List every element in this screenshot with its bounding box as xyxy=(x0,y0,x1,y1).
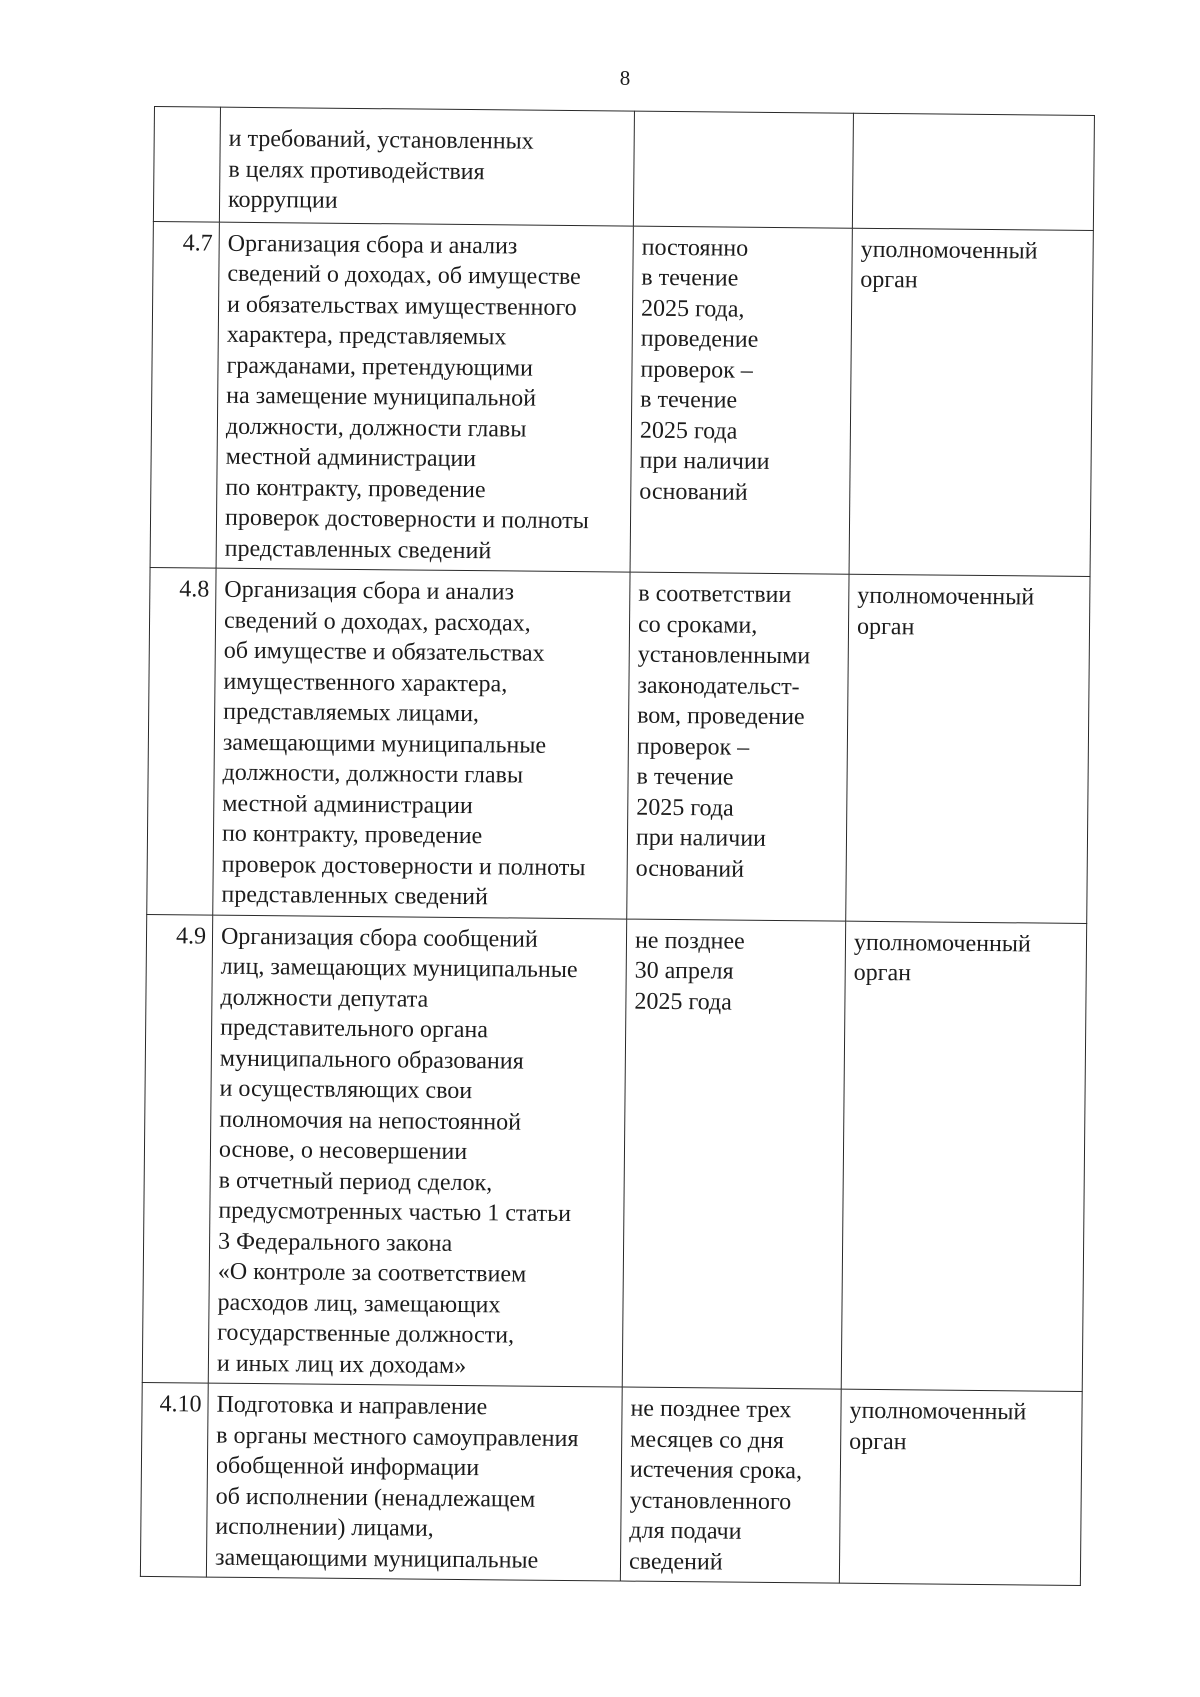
page-number: 8 xyxy=(619,66,631,90)
measure-description: Организация сбора сообщений лиц, замещающих муниципальные должности депутата представительного органа муниципального образования и осуществляющих свои полномочия на непостоянной основе, о несовершении в отчетный период сделок, предусмотренных частью 1 статьи 3 Федерального закона «О контроле за соответствием расходов лиц, замещающих государственные должности, и иных лиц их доходам» xyxy=(208,915,626,1387)
table-row xyxy=(140,1382,1082,1585)
table-row xyxy=(150,221,1093,577)
measure-description: Организация сбора и анализ сведений о доходах, об имуществе и обязательствах имущественного характера, представляемых гражданами, претендующими на замещение муниципальной должности, должности главы местной администрации по контракту, проведение проверок достоверности и полноты представленных сведений xyxy=(216,222,633,572)
measure-responsible: уполномоченный орган xyxy=(846,574,1090,923)
measure-responsible xyxy=(852,113,1094,230)
measure-deadline xyxy=(633,111,853,228)
measure-deadline: не позднее 30 апреля 2025 года xyxy=(622,919,845,1390)
table-row xyxy=(153,107,1094,231)
row-number xyxy=(153,107,220,222)
table-row xyxy=(142,914,1086,1392)
row-number: 4.9 xyxy=(142,914,212,1383)
measure-deadline: не позднее трех месяцев со дня истечения срока, установленного для подачи сведений xyxy=(620,1387,841,1583)
row-number: 4.10 xyxy=(140,1382,208,1577)
measures-table xyxy=(140,106,1095,1586)
measure-responsible: уполномоченный орган xyxy=(849,228,1093,577)
measure-deadline: постоянно в течение 2025 года, проведение проверок – в течение 2025 года при наличии оснований xyxy=(630,226,852,575)
row-number: 4.8 xyxy=(147,567,216,914)
measure-responsible: уполномоченный орган xyxy=(841,921,1086,1392)
measure-description: и требований, установленных в целях противодействия коррупции xyxy=(219,107,634,225)
measure-description: Подготовка и направление в органы местного самоуправления обобщенной информации об исполнении (ненадлежащем исполнении) лицами, замещающими муниципальные xyxy=(206,1383,622,1581)
row-number: 4.7 xyxy=(150,221,219,568)
measure-responsible: уполномоченный орган xyxy=(839,1389,1082,1585)
measure-deadline: в соответствии со сроками, установленными законодательст- вом, проведение проверок – в течение 2025 года при наличии оснований xyxy=(627,572,849,921)
measure-description: Организация сбора и анализ сведений о доходах, расходах, об имуществе и обязательствах имущественного характера, представляемых лицами, замещающими муниципальные должности, должности главы местной администрации по контракту, проведение проверок достоверности и полноты представленных сведений xyxy=(213,568,630,918)
table-row xyxy=(147,567,1090,923)
